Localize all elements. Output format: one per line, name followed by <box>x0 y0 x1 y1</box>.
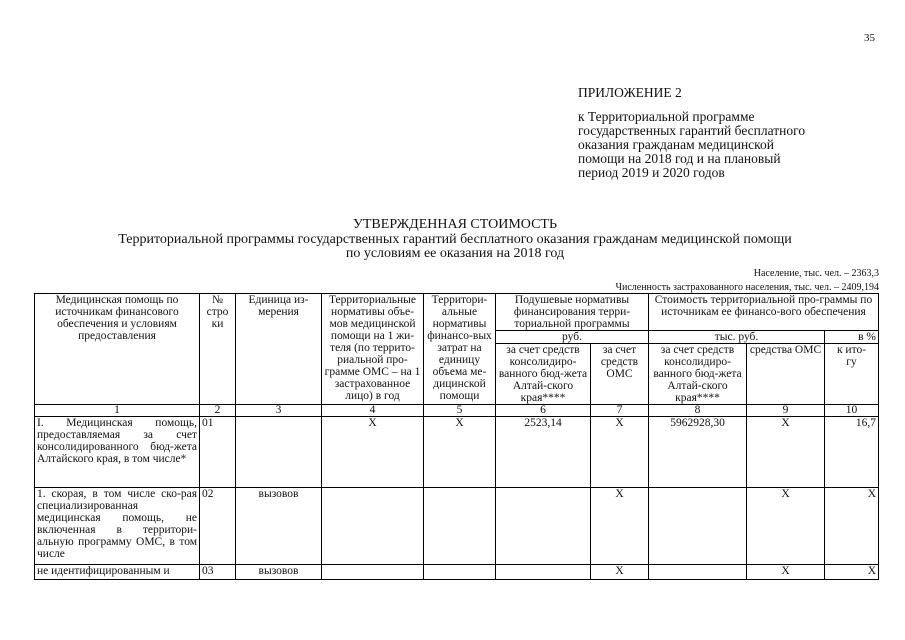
header-line-number: № стро ки <box>200 294 236 405</box>
heading-subtitle-2: по условиям ее оказания на 2018 год <box>345 246 565 261</box>
appendix-block <box>578 86 878 180</box>
row-cost-budget <box>649 488 747 565</box>
header-percent-prefix: в % <box>825 331 879 344</box>
heading-title: УТВЕРЖДЕННАЯ СТОИМОСТЬ <box>352 217 558 232</box>
appendix-line: к Территориальной программе <box>578 109 755 124</box>
row-per-capita-budget: 2523,14 <box>496 417 591 488</box>
header-medical-care: Медицинская помощь по источникам финансового обеспечения и условиям предоставления <box>35 294 200 405</box>
row-cost-oms: X <box>747 417 825 488</box>
row-volume-norm: X <box>322 417 424 488</box>
row-unit <box>236 417 322 488</box>
row-label: I. Медицинская помощь, предоставляемая за счет консолидированного бюд-жета Алтайского края, в том числе* <box>35 417 200 488</box>
table-row <box>35 417 879 488</box>
row-cost-norm <box>424 488 496 565</box>
cost-table <box>34 293 879 580</box>
row-line-number: 03 <box>200 565 236 580</box>
header-oms-funds: за счет средств ОМС <box>591 344 649 405</box>
population-note: Население, тыс. чел. – 2363,3 <box>753 268 879 279</box>
header-per-capita-norms: Подушевые нормативы финансирования терри-ториальной программы <box>496 294 649 331</box>
appendix-title: ПРИЛОЖЕНИЕ 2 <box>578 85 682 100</box>
header-unit: Единица из-мерения <box>236 294 322 405</box>
column-number: 3 <box>236 405 322 417</box>
document-heading <box>30 218 880 261</box>
page-number: 35 <box>864 32 875 44</box>
header-regional-budget-cost: за счет средств консолидиро-ванного бюд-жета Алтай-ского края**** <box>649 344 747 405</box>
column-number: 1 <box>35 405 200 417</box>
row-volume-norm <box>322 488 424 565</box>
table-row <box>35 565 879 580</box>
column-number: 6 <box>496 405 591 417</box>
insured-population-note: Численность застрахованного населения, тыс. чел. – 2409,194 <box>615 282 879 293</box>
row-cost-norm <box>424 565 496 580</box>
table-row <box>35 488 879 565</box>
header-percent-total: к ито- гу <box>825 344 879 405</box>
header-program-cost: Стоимость территориальной про-граммы по источникам ее финансо-вого обеспечения <box>649 294 879 331</box>
column-number: 8 <box>649 405 747 417</box>
row-cost-oms: X <box>747 565 825 580</box>
appendix-line: государственных гарантий бесплатного <box>578 123 806 138</box>
column-number: 4 <box>322 405 424 417</box>
row-unit: вызовов <box>236 565 322 580</box>
row-unit: вызовов <box>236 488 322 565</box>
row-per-capita-oms: X <box>591 488 649 565</box>
appendix-line: оказания гражданам медицинской <box>578 137 775 152</box>
header-program-cost-unit: тыс. руб. <box>649 331 825 344</box>
row-cost-budget: 5962928,30 <box>649 417 747 488</box>
appendix-line: помощи на 2018 год и на плановый <box>578 151 781 166</box>
column-number-row <box>35 405 879 417</box>
header-oms-cost: средства ОМС <box>747 344 825 405</box>
column-number: 7 <box>591 405 649 417</box>
row-line-number: 02 <box>200 488 236 565</box>
row-percent: X <box>825 488 879 565</box>
row-label: 1. скорая, в том числе ско-рая специализированная медицинская помощь, не включенная в территори-альную программу ОМС, в том числе <box>35 488 200 565</box>
column-number: 5 <box>424 405 496 417</box>
row-per-capita-oms: X <box>591 417 649 488</box>
appendix-line: период 2019 и 2020 годов <box>578 165 725 180</box>
row-label: не идентифицированным и <box>35 565 200 580</box>
row-cost-oms: X <box>747 488 825 565</box>
header-per-capita-unit: руб. <box>496 331 649 344</box>
row-percent: 16,7 <box>825 417 879 488</box>
row-per-capita-budget <box>496 565 591 580</box>
row-per-capita-budget <box>496 488 591 565</box>
column-number: 9 <box>747 405 825 417</box>
heading-subtitle-1: Территориальной программы государственных гарантий бесплатного оказания гражданам медицинской помощи <box>118 232 792 247</box>
row-per-capita-oms: X <box>591 565 649 580</box>
row-line-number: 01 <box>200 417 236 488</box>
column-number: 10 <box>825 405 879 417</box>
header-regional-budget: за счет средств консолидиро-ванного бюд-жета Алтай-ского края**** <box>496 344 591 405</box>
header-volume-norms: Территориальные нормативы объе-мов медицинской помощи на 1 жи-теля (по террито-риальной про-грамме ОМС – на 1 застрахованное лицо) в год <box>322 294 424 405</box>
row-cost-norm: X <box>424 417 496 488</box>
column-number: 2 <box>200 405 236 417</box>
row-volume-norm <box>322 565 424 580</box>
row-percent: X <box>825 565 879 580</box>
header-cost-norms: Территори-альные нормативы финансо-вых затрат на единицу объема ме-дицинской помощи <box>424 294 496 405</box>
row-cost-budget <box>649 565 747 580</box>
